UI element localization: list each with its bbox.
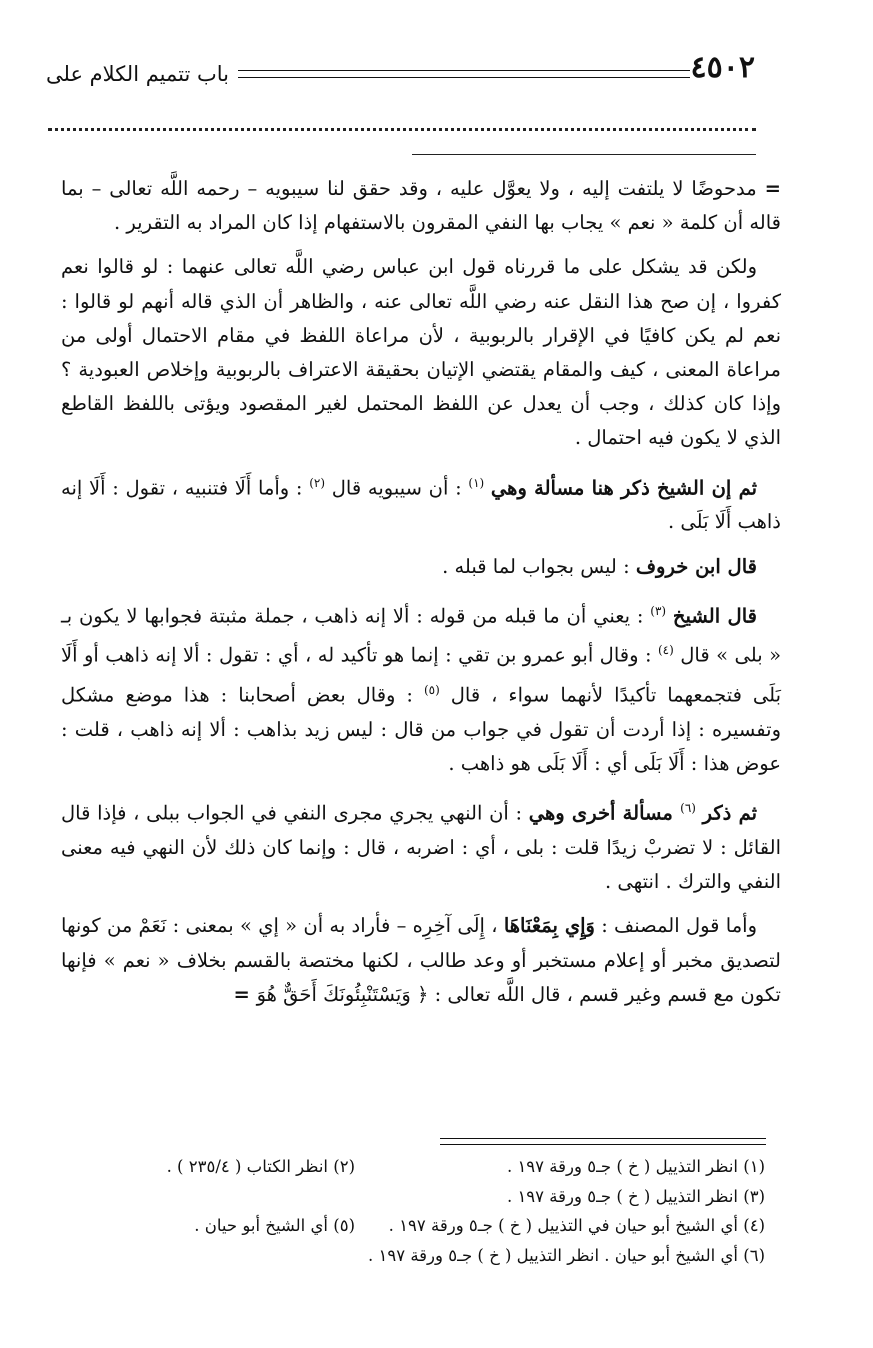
paragraph-4-text: : ليس بجواب لما قبله . bbox=[442, 554, 636, 578]
paragraph-6-lead-2: مسألة أخرى وهي bbox=[528, 801, 681, 825]
footnote-row bbox=[65, 1211, 765, 1241]
footnote-row bbox=[65, 1182, 765, 1212]
header-rule-top bbox=[238, 70, 690, 71]
footnote-3: (٣) انظر التذييل ( خ ) جـ٥ ورقة ١٩٧ . bbox=[506, 1186, 765, 1206]
footnote-rule-top bbox=[440, 1138, 766, 1139]
footnote-row bbox=[65, 1152, 765, 1182]
paragraph-5 bbox=[61, 594, 781, 782]
header-rule-bottom bbox=[238, 77, 690, 78]
paragraph-3-text-1: : أن سيبويه قال bbox=[325, 476, 469, 500]
footnote-1: (١) انظر التذييل ( خ ) جـ٥ ورقة ١٩٧ . bbox=[506, 1157, 765, 1176]
paragraph-5-text-2: : وقال أبو عمرو بن تقي : إنما هو تأكيد له ، أي : تقول : ألا إنه ذاهب أو أَلَا بَلَى فتجمعهما تأكيدًا لأنهما سواء ، قال bbox=[61, 643, 782, 707]
page-number: ٤٥٠٢ bbox=[690, 50, 755, 85]
paragraph-2-text: ولكن قد يشكل على ما قررناه قول ابن عباس رضي اللَّه تعالى عنهما : لو قالوا نعم كفروا ، إن صح هذا النقل عنه رضي اللَّه تعالى عنه ، والظاهر أن الذي قاله أنهم لو قالوا : نعم لم يكن كافيًا في الإقرار بالربوبية ، لأن مراعاة اللفظ في مقام الاحتمال أولى من مراعاة المعنى ، كيف والمقام يقتضي الإتيان بحقيقة الاعتراف بالربوبية وإخلاص العبودية ؟ وإذا كان كذلك ، وجب أن يعدل عن اللفظ المحتمل لغير المقصود ويؤتى باللفظ القاطع الذي لا يكون فيه احتمال . bbox=[61, 255, 781, 450]
paragraph-6-text: : أن النهي يجري مجرى النفي في الجواب ببلى ، فإذا قال القائل : لا تضربْ زيدًا قلت : بلى ، أي : اضربه ، قال : وإنما كان ذلك لأن النهي فيه معنى النفي والترك . انتهى . bbox=[61, 801, 781, 894]
paragraph-7-text-1: وأما قول المصنف : bbox=[594, 914, 758, 938]
paragraph-7-bold: وَإِي بِمَعْنَاهَا bbox=[503, 914, 595, 938]
footnote-row bbox=[65, 1241, 765, 1271]
footnote-ref-6: (٦) bbox=[680, 801, 696, 816]
paragraph-4-lead: قال ابن خروف bbox=[635, 554, 757, 578]
paragraph-1-text: مدحوضًا لا يلتفت إليه ، ولا يعوَّل عليه ، وقد حقق لنا سيبويه – رحمه اللَّه تعالى – بما قاله أن كلمة « نعم » يجاب بها النفي المقرون بالاستفهام إذا كان المراد به التقرير . bbox=[61, 177, 781, 235]
paragraph-5-lead: قال الشيخ bbox=[672, 604, 757, 628]
quran-quote: ﴿ وَيَسْتَنْبِئُونَكَ أَحَقٌّ هُوَ bbox=[256, 982, 429, 1006]
dotted-divider bbox=[48, 128, 756, 131]
footnote-ref-4: (٤) bbox=[657, 643, 674, 658]
footnote-ref-3: (٣) bbox=[650, 603, 667, 618]
footnote-rule-bottom bbox=[440, 1144, 766, 1145]
solid-divider bbox=[412, 154, 756, 155]
footnotes bbox=[65, 1152, 765, 1270]
paragraph-4 bbox=[61, 550, 781, 584]
footnote-2: (٢) انظر الكتاب ( ٢٣٥/٤ ) . bbox=[166, 1157, 355, 1176]
footnote-ref-5: (٥) bbox=[423, 683, 440, 698]
paragraph-7-text-2: ، إِلَى آخِرِه – فأراد به أن « إي » بمعنى : نَعَمْ من كونها لتصديق مخبر أو إعلام مستخبر أو وعد طالب ، لكنها مختصة بالقسم بخلاف « نعم » فإنها تكون مع قسم وغير قسم ، قال اللَّه تعالى : bbox=[61, 914, 781, 1006]
paragraph-3 bbox=[61, 466, 781, 540]
paragraph-6 bbox=[61, 791, 781, 899]
paragraph-5-text-1: : يعني أن ما قبله من قوله : ألا إنه ذاهب ، جملة مثبتة فجوابها لا يكون بـ « بلى » قال bbox=[61, 604, 782, 667]
paragraph-7 bbox=[61, 909, 781, 1012]
footnote-5: (٥) أي الشيخ أبو حيان . bbox=[194, 1216, 355, 1235]
body-text bbox=[61, 172, 781, 1022]
footnote-ref-1: (١) bbox=[468, 475, 485, 490]
footnote-ref-2: (٢) bbox=[309, 475, 326, 490]
paragraph-1 bbox=[61, 172, 781, 240]
paragraph-6-lead-1: ثم ذكر bbox=[702, 801, 758, 825]
footnote-6: (٦) أي الشيخ أبو حيان . انظر التذييل ( خ ) جـ٥ ورقة ١٩٧ . bbox=[367, 1245, 765, 1265]
paragraph-3-text-2: : وأما أَلَا فتنبيه ، تقول : أَلَا إنه ذاهب أَلَا بَلَى . bbox=[61, 476, 781, 534]
continuation-mark: = bbox=[764, 177, 781, 200]
paragraph-2 bbox=[61, 250, 781, 455]
footnote-4: (٤) أي الشيخ أبو حيان في التذييل ( خ ) جـ٥ ورقة ١٩٧ . bbox=[388, 1216, 765, 1235]
chapter-title: باب تتميم الكلام على bbox=[46, 62, 230, 86]
paragraph-5-text-3: : وقال بعض أصحابنا : هذا موضع مشكل وتفسيره : إذا أردت أن تقول في جواب من قال : ليس زيد بذاهب : ألا إنه ذاهب ، قلت : عوض هذا : أَلَا بَلَى أي : أَلَا بَلَى هو ذاهب . bbox=[61, 683, 781, 776]
paragraph-3-lead: ثم إن الشيخ ذكر هنا مسألة وهي bbox=[490, 476, 758, 500]
end-continuation-mark: = bbox=[233, 982, 257, 1006]
